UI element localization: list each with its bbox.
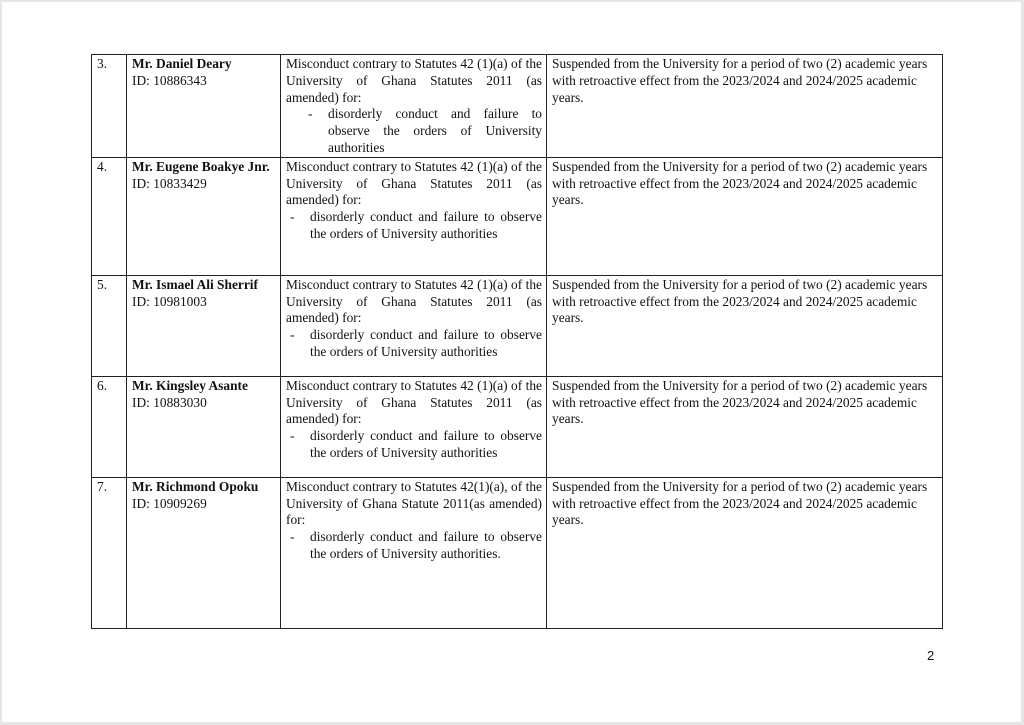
row-number: 7. [92, 477, 127, 628]
table-row [92, 376, 943, 477]
bullet-dash: - [290, 327, 295, 343]
offence-text: Misconduct contrary to Statutes 42 (1)(a) of the University of Ghana Statutes 2011 (as amended) for: [286, 56, 542, 105]
student-name: Mr. Richmond Opoku [132, 478, 259, 494]
offence-text: Misconduct contrary to Statutes 42 (1)(a) of the University of Ghana Statutes 2011 (as amended) for: [286, 377, 542, 427]
sanctions-table [91, 54, 943, 629]
student-cell [127, 55, 281, 158]
offence-text: Misconduct contrary to Statutes 42 (1)(a) of the University of Ghana Statutes 2011 (as amended) for: [286, 158, 542, 208]
sanction-cell: Suspended from the University for a period of two (2) academic years with retroactive effect from the 2023/2024 and 2024/2025 academic years. [547, 376, 943, 477]
bullet-text: disorderly conduct and failure to observe the orders of University authorities [328, 106, 542, 155]
table-row [92, 157, 943, 275]
student-cell [127, 275, 281, 376]
sanction-cell: Suspended from the University for a period of two (2) academic years with retroactive effect from the 2023/2024 and 2024/2025 academic years. [547, 477, 943, 628]
bullet-dash: - [308, 106, 313, 122]
student-name: Mr. Eugene Boakye Jnr. [132, 158, 270, 174]
student-name: Mr. Ismael Ali Sherrif [132, 276, 258, 292]
table-row [92, 275, 943, 376]
student-id: ID: 10883030 [132, 394, 207, 410]
offence-bullet [306, 106, 542, 156]
bullet-dash: - [290, 529, 295, 545]
bullet-text: disorderly conduct and failure to observe the orders of University authorities [310, 428, 542, 460]
row-number: 5. [92, 275, 127, 376]
student-cell [127, 376, 281, 477]
bullet-text: disorderly conduct and failure to observe the orders of University authorities [310, 209, 542, 241]
offence-bullet [288, 209, 542, 243]
document-page [2, 2, 1021, 722]
page-number: 2 [927, 648, 935, 663]
row-number: 6. [92, 376, 127, 477]
table-row [92, 55, 943, 158]
sanction-cell: Suspended from the University for a period of two (2) academic years with retroactive effect from the 2023/2024 and 2024/2025 academic years. [547, 275, 943, 376]
offence-bullet [288, 529, 542, 563]
offence-cell [281, 275, 547, 376]
offence-cell [281, 55, 547, 158]
offence-cell [281, 157, 547, 275]
student-id: ID: 10833429 [132, 175, 207, 191]
student-id: ID: 10981003 [132, 293, 207, 309]
offence-text: Misconduct contrary to Statutes 42(1)(a), of the University of Ghana Statute 2011(as amended) for: [286, 478, 542, 528]
offence-bullet [288, 428, 542, 462]
sanction-cell: Suspended from the University for a period of two (2) academic years with retroactive effect from the 2023/2024 and 2024/2025 academic years. [547, 157, 943, 275]
offence-cell [281, 376, 547, 477]
offence-cell [281, 477, 547, 628]
row-number: 3. [92, 55, 127, 158]
bullet-text: disorderly conduct and failure to observe the orders of University authorities [310, 327, 542, 359]
offence-bullet [288, 327, 542, 361]
student-cell [127, 157, 281, 275]
student-cell [127, 477, 281, 628]
sanction-cell: Suspended from the University for a period of two (2) academic years with retroactive effect from the 2023/2024 and 2024/2025 academic years. [547, 55, 943, 158]
bullet-dash: - [290, 428, 295, 444]
student-id: ID: 10909269 [132, 495, 207, 511]
bullet-dash: - [290, 209, 295, 225]
student-name: Mr. Kingsley Asante [132, 377, 248, 393]
offence-text: Misconduct contrary to Statutes 42 (1)(a) of the University of Ghana Statutes 2011 (as amended) for: [286, 276, 542, 326]
row-number: 4. [92, 157, 127, 275]
student-id: ID: 10886343 [132, 72, 207, 88]
table-row [92, 477, 943, 628]
student-name: Mr. Daniel Deary [132, 56, 232, 71]
bullet-text: disorderly conduct and failure to observe the orders of University authorities. [310, 529, 542, 561]
